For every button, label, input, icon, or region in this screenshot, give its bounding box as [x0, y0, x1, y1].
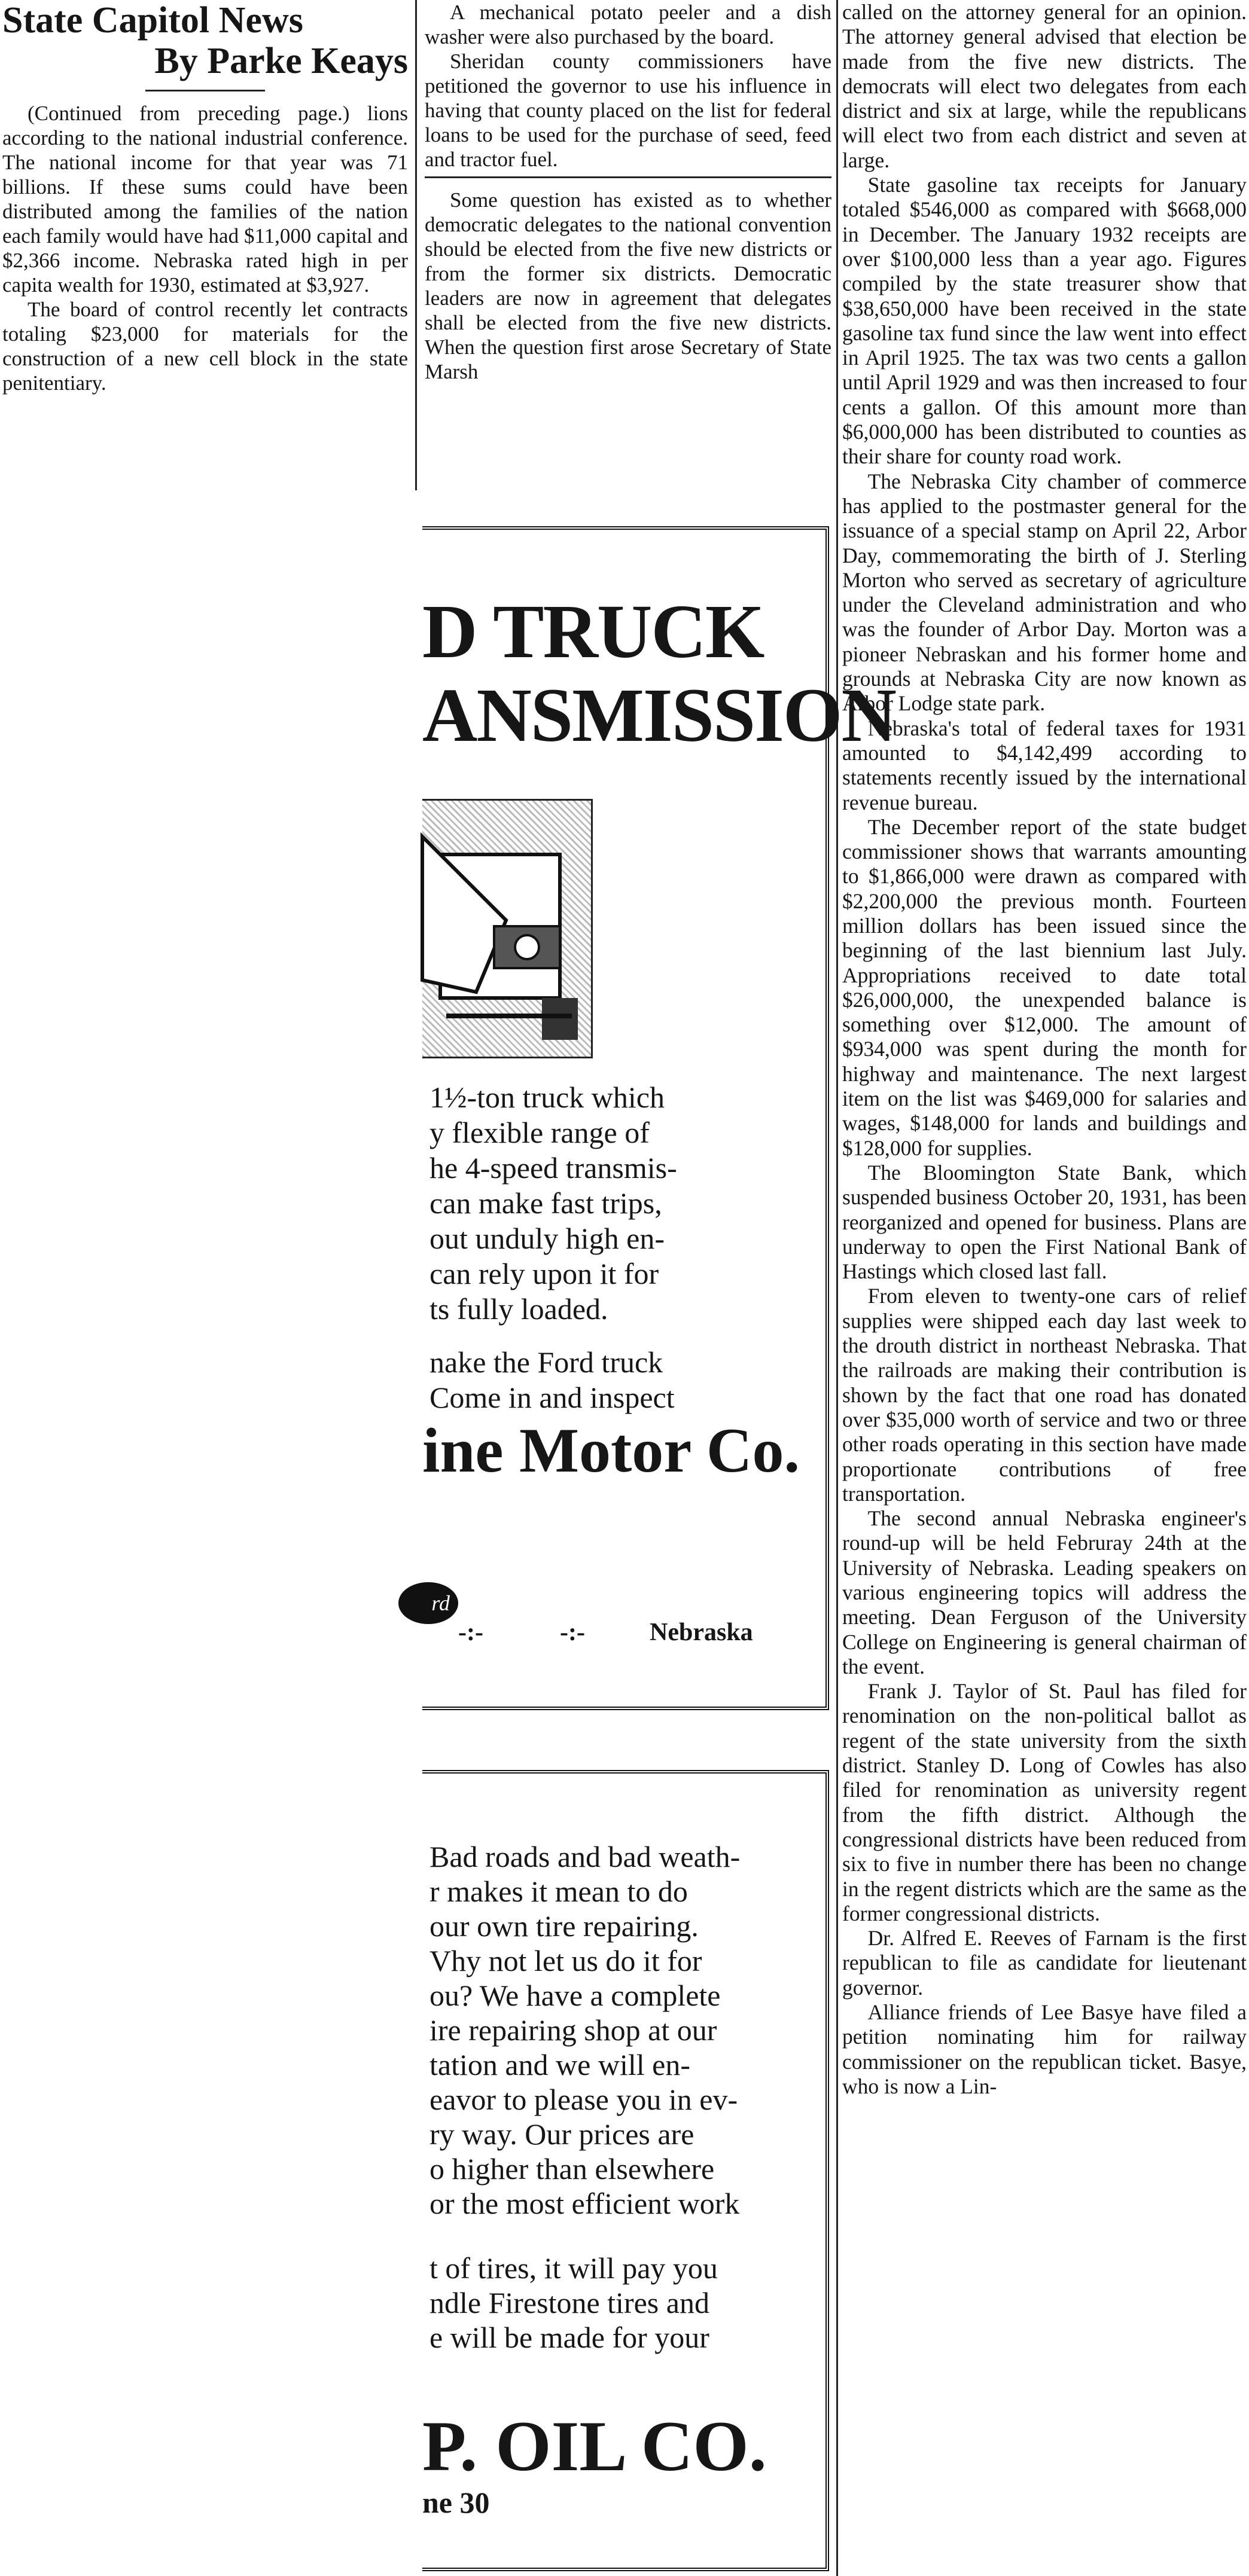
column-divider — [415, 0, 417, 490]
paragraph: Some question has existed as to whether democratic delegates to the national convention should be elected from the five new districts or from the former six districts. Democratic leaders are now in agreement that delegates shall be elected from the five new districts. When the question first arose Secretary of State Marsh — [425, 188, 831, 383]
paragraph: From eleven to twenty-one cars of relief supplies were shipped each day last week to the drouth district in northeast Nebraska. That the railroads are making their contribution is shown by the fact that one road has donated over $35,000 worth of service and two or three other roads operating in this section have made proportionate contributions of free transportation. — [842, 1284, 1247, 1506]
headline-rule — [145, 90, 265, 91]
ford-logo-icon: rd — [398, 1582, 458, 1624]
ad-location: Nebraska — [650, 1619, 753, 1646]
paragraph: (Continued from preceding page.) lions according to the national industrial conference. The national income for that year was 71 billions. If these sums could have been distributed among the families of the nation each family would have had $11,000 capital and $2,366 income. Nebraska rated high in per capita wealth for 1930, estimated at $3,927. — [2, 102, 408, 297]
paragraph: The second annual Nebraska engineer's round-up will be held Februray 24th at the University of Nebraska. Leading speakers on various engineering topics will address the meeting. Dean Ferguson of the University College on Engineering is general chairman of the event. — [842, 1506, 1247, 1678]
paragraph-divider — [425, 176, 831, 178]
paragraph: The Nebraska City chamber of commerce has applied to the postmaster general for the issuance of a special stamp on April 22, Arbor Day, commemorating the birth of J. Sterling Morton who served as secretary of agriculture under the Cleveland administration and who was the founder of Arbor Day. Morton was a pioneer Nebraskan and his former home and grounds at Nebraska City are now known as Arbor Lodge state park. — [842, 469, 1247, 716]
paragraph: The board of control recently let contracts totaling $23,000 for materials for the construction of a new cell block in the state penitentiary. — [2, 298, 408, 395]
paragraph: Dr. Alfred E. Reeves of Farnam is the first republican to file as candidate for lieutenant governor. — [842, 1926, 1247, 2000]
ad-body-line: eavor to please you in ev- — [429, 2083, 738, 2116]
ad-body-line: ire repairing shop at our — [429, 2013, 717, 2047]
article-column-2 — [422, 0, 834, 496]
ad-body-line: ndle Firestone tires and — [429, 2286, 709, 2319]
paragraph: State gasoline tax receipts for January totaled $546,000 as compared with $668,000 in December. The January 1932 receipts are over $100,000 less than a year ago. Figures compiled by the state treasurer show that $38,650,000 have been received in the state gasoline tax fund since the law went into effect in April 1925. The tax was two cents a gallon until April 1929 and was then increased to four cents a gallon. Of this amount more than $6,000,000 has been distributed to counties as their share for county road work. — [842, 173, 1247, 469]
article-column-1 — [0, 0, 412, 490]
ad-body-line: or the most efficient work — [429, 2187, 740, 2220]
paragraph: Alliance friends of Lee Basye have filed a petition nominating him for railway commissioner on the republican ticket. Basye, who is now a Lin- — [842, 2000, 1247, 2098]
ad-body-line: 1½-ton truck which — [429, 1081, 665, 1114]
paragraph: called on the attorney general for an opinion. The attorney general advised that election be made from the five new districts. The democrats will elect two delegates from each district and six at large, while the republicans will elect two from each district and seven at large. — [842, 0, 1247, 172]
ad-body-line: our own tire repairing. — [429, 1909, 699, 1943]
paragraph: The Bloomington State Bank, which suspended business October 20, 1931, has been reorganized and opened for business. Plans are underway to open the First National Bank of Hastings which closed last fall. — [842, 1160, 1247, 1284]
paragraph: A mechanical potato peeler and a dish washer were also purchased by the board. — [425, 1, 831, 48]
ad-body-line: out unduly high en- — [429, 1222, 665, 1255]
ad-body-line: Bad roads and bad weath- — [429, 1840, 741, 1873]
ad-body-line: Vhy not let us do it for — [429, 1944, 702, 1977]
ad-body-line: o higher than elsewhere — [429, 2152, 715, 2186]
ad-separator: -:- — [560, 1619, 585, 1646]
ad-body-line: can make fast trips, — [429, 1186, 662, 1220]
tire-repair-advertisement — [422, 1770, 829, 2571]
paragraph: The December report of the state budget commissioner shows that warrants amounting to $1,866,000 were drawn as compared with $2,200,000 the previous month. Fourteen million dollars has been issued since the beginning of the last biennium last July. Appropriations received to date total $26,000,000, the unexpended balance is something over $12,000. The amount of $934,000 was spent during the month for highway and maintenance. The next largest item on the list was $469,000 for salaries and wages, $148,000 for lands and buildings and $128,000 for supplies. — [842, 814, 1247, 1160]
ad-body-line: nake the Ford truck — [429, 1345, 663, 1379]
ad-headline-1: D TRUCK — [422, 589, 764, 674]
ad-body-line: t of tires, it will pay you — [429, 2251, 718, 2285]
ad-company-name: ine Motor Co. — [422, 1415, 800, 1485]
article-byline: By Parke Keays — [154, 41, 408, 81]
ad-body-line: ts fully loaded. — [429, 1292, 608, 1326]
article-headline: State Capitol News — [2, 0, 303, 41]
ad-phone: ne 30 — [422, 2486, 490, 2519]
column-divider — [836, 0, 838, 2576]
ad-body-line: r makes it mean to do — [429, 1875, 688, 1908]
paragraph: Frank J. Taylor of St. Paul has filed for renomination on the non-political ballot as regent of the state university from the sixth district. Stanley D. Long of Cowles has also filed for renomination as university regent from the fifth district. Although the congressional districts have been reduced from six to five in number there has been no change in the regent districts which are the same as the former congressional districts. — [842, 1679, 1247, 1925]
ford-truck-advertisement — [422, 526, 895, 1710]
ad-headline-2: ANSMISSION — [422, 673, 895, 758]
truck-transmission-icon — [422, 801, 591, 1057]
ad-body-line: e will be made for your — [429, 2321, 709, 2354]
ad-body-line: tation and we will en- — [429, 2048, 690, 2081]
ad-body-line: ou? We have a complete — [429, 1979, 721, 2012]
ad-body-line: can rely upon it for — [429, 1257, 659, 1290]
paragraph: Sheridan county commissioners have petitioned the governor to use his influence in having that county placed on the list for federal loans to be used for the purchase of seed, feed and tractor fuel. — [425, 50, 831, 171]
article-column-3 — [840, 0, 1249, 2576]
ad-body-line: Come in and inspect — [429, 1381, 675, 1414]
ad-separator: -:- — [458, 1619, 483, 1646]
ad-company-name: P. OIL CO. — [422, 2406, 767, 2486]
ad-body-line: ry way. Our prices are — [429, 2117, 694, 2151]
ad-body-line: y flexible range of — [429, 1116, 650, 1149]
ad-body-line: he 4-speed transmis- — [429, 1151, 677, 1185]
paragraph: Nebraska's total of federal taxes for 1931 amounted to $4,142,499 according to statements recently issued by the international revenue bureau. — [842, 716, 1247, 814]
truck-engine-illustration — [422, 799, 593, 1058]
